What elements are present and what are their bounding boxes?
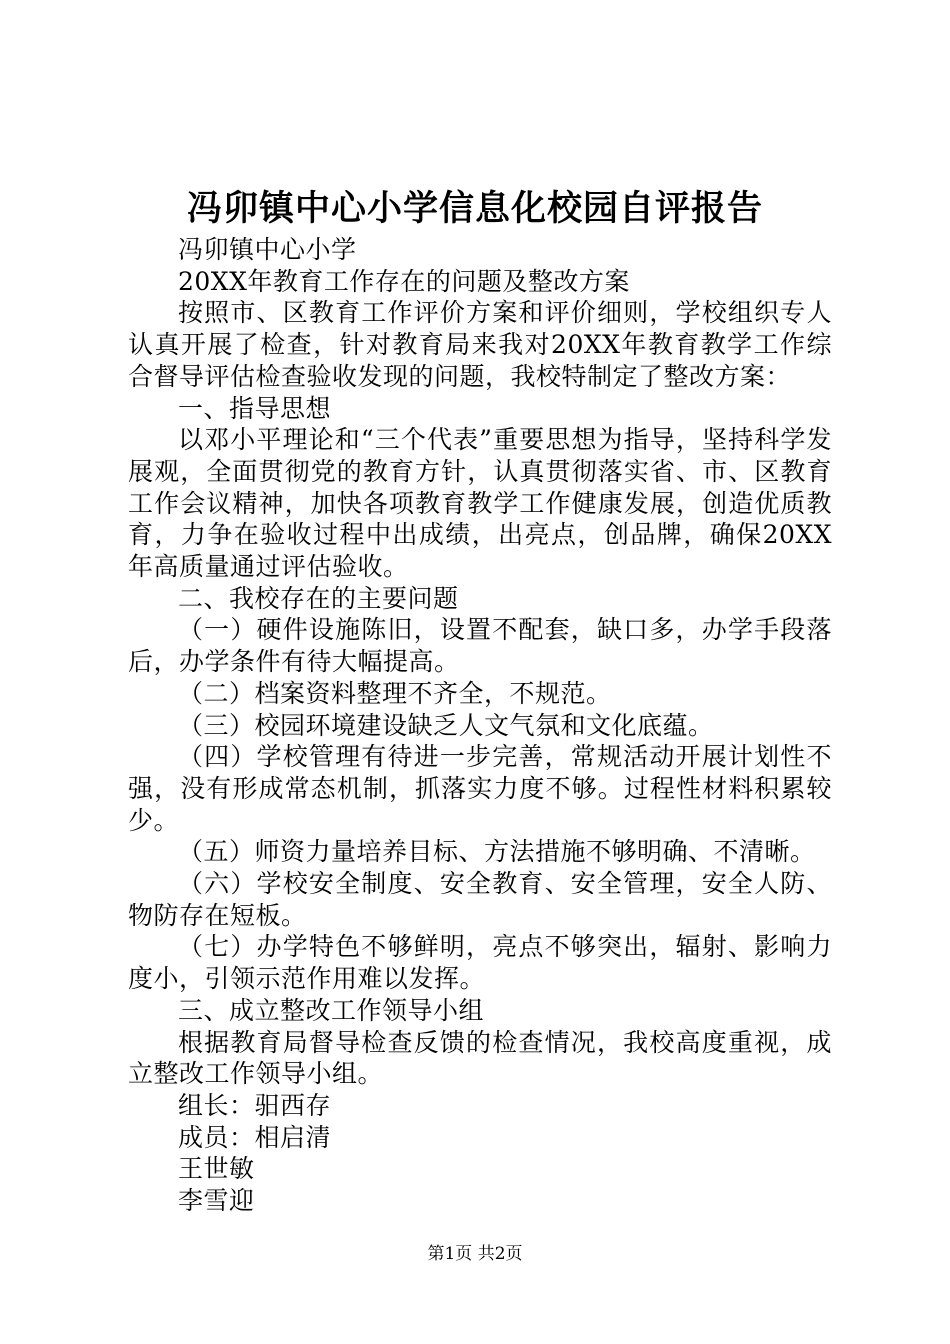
paragraph-leadership-group: 根据教育局督导检查反馈的检查情况，我校高度重视，成立整改工作领导小组。 xyxy=(128,1027,832,1089)
group-leader-line: 组长：驲西存 xyxy=(178,1090,332,1120)
paragraph-school-name: 冯卯镇中心小学 xyxy=(178,235,357,264)
problem-item-3: （三）校园环境建设缺乏人文气氛和文化底蕴。 xyxy=(178,710,714,740)
group-member-line: 成员：相启清 xyxy=(178,1122,332,1152)
group-member-name: 李雪迎 xyxy=(178,1186,255,1216)
problem-item-5: （五）师资力量培养目标、方法措施不够明确、不清晰。 xyxy=(178,837,816,867)
paragraph-guiding-ideology: 以邓小平理论和“三个代表”重要思想为指导，坚持科学发展观，全面贯彻党的教育方针，认真贯彻落实省、市、区教育工作会议精神，加快各项教育教学工作健康发展，创造优质教育，力争在验收过程中出成绩，出亮点，创品牌，确保20XX年高质量通过评估验收。 xyxy=(128,425,832,582)
problem-item-4: （四）学校管理有待进一步完善，常规活动开展计划性不强，没有形成常态机制，抓落实力度不够。过程性材料积累较少。 xyxy=(128,742,832,835)
group-member-name: 王世敏 xyxy=(178,1154,255,1184)
paragraph-intro: 按照市、区教育工作评价方案和评价细则，学校组织专人认真开展了检查，针对教育局来我对20XX年教育教学工作综合督导评估检查验收发现的问题，我校特制定了整改方案： xyxy=(128,298,832,391)
section-heading-guiding-ideology: 一、指导思想 xyxy=(178,393,332,423)
problem-item-2: （二）档案资料整理不齐全，不规范。 xyxy=(178,678,612,708)
problem-item-6: （六）学校安全制度、安全教育、安全管理，安全人防、物防存在短板。 xyxy=(128,869,832,930)
page-number-footer: 第1页 共2页 xyxy=(427,1244,523,1264)
paragraph-subtitle: 20XX年教育工作存在的问题及整改方案 xyxy=(178,266,630,296)
section-heading-leadership-group: 三、成立整改工作领导小组 xyxy=(178,995,485,1025)
section-heading-main-problems: 二、我校存在的主要问题 xyxy=(178,583,459,613)
problem-item-1: （一）硬件设施陈旧，设置不配套，缺口多，办学手段落后，办学条件有待大幅提高。 xyxy=(128,615,832,677)
page-title: 冯卯镇中心小学信息化校园自评报告 xyxy=(186,188,763,229)
problem-item-7: （七）办学特色不够鲜明，亮点不够突出，辐射、影响力度小，引领示范作用难以发挥。 xyxy=(128,932,832,994)
document-body xyxy=(128,234,832,1217)
